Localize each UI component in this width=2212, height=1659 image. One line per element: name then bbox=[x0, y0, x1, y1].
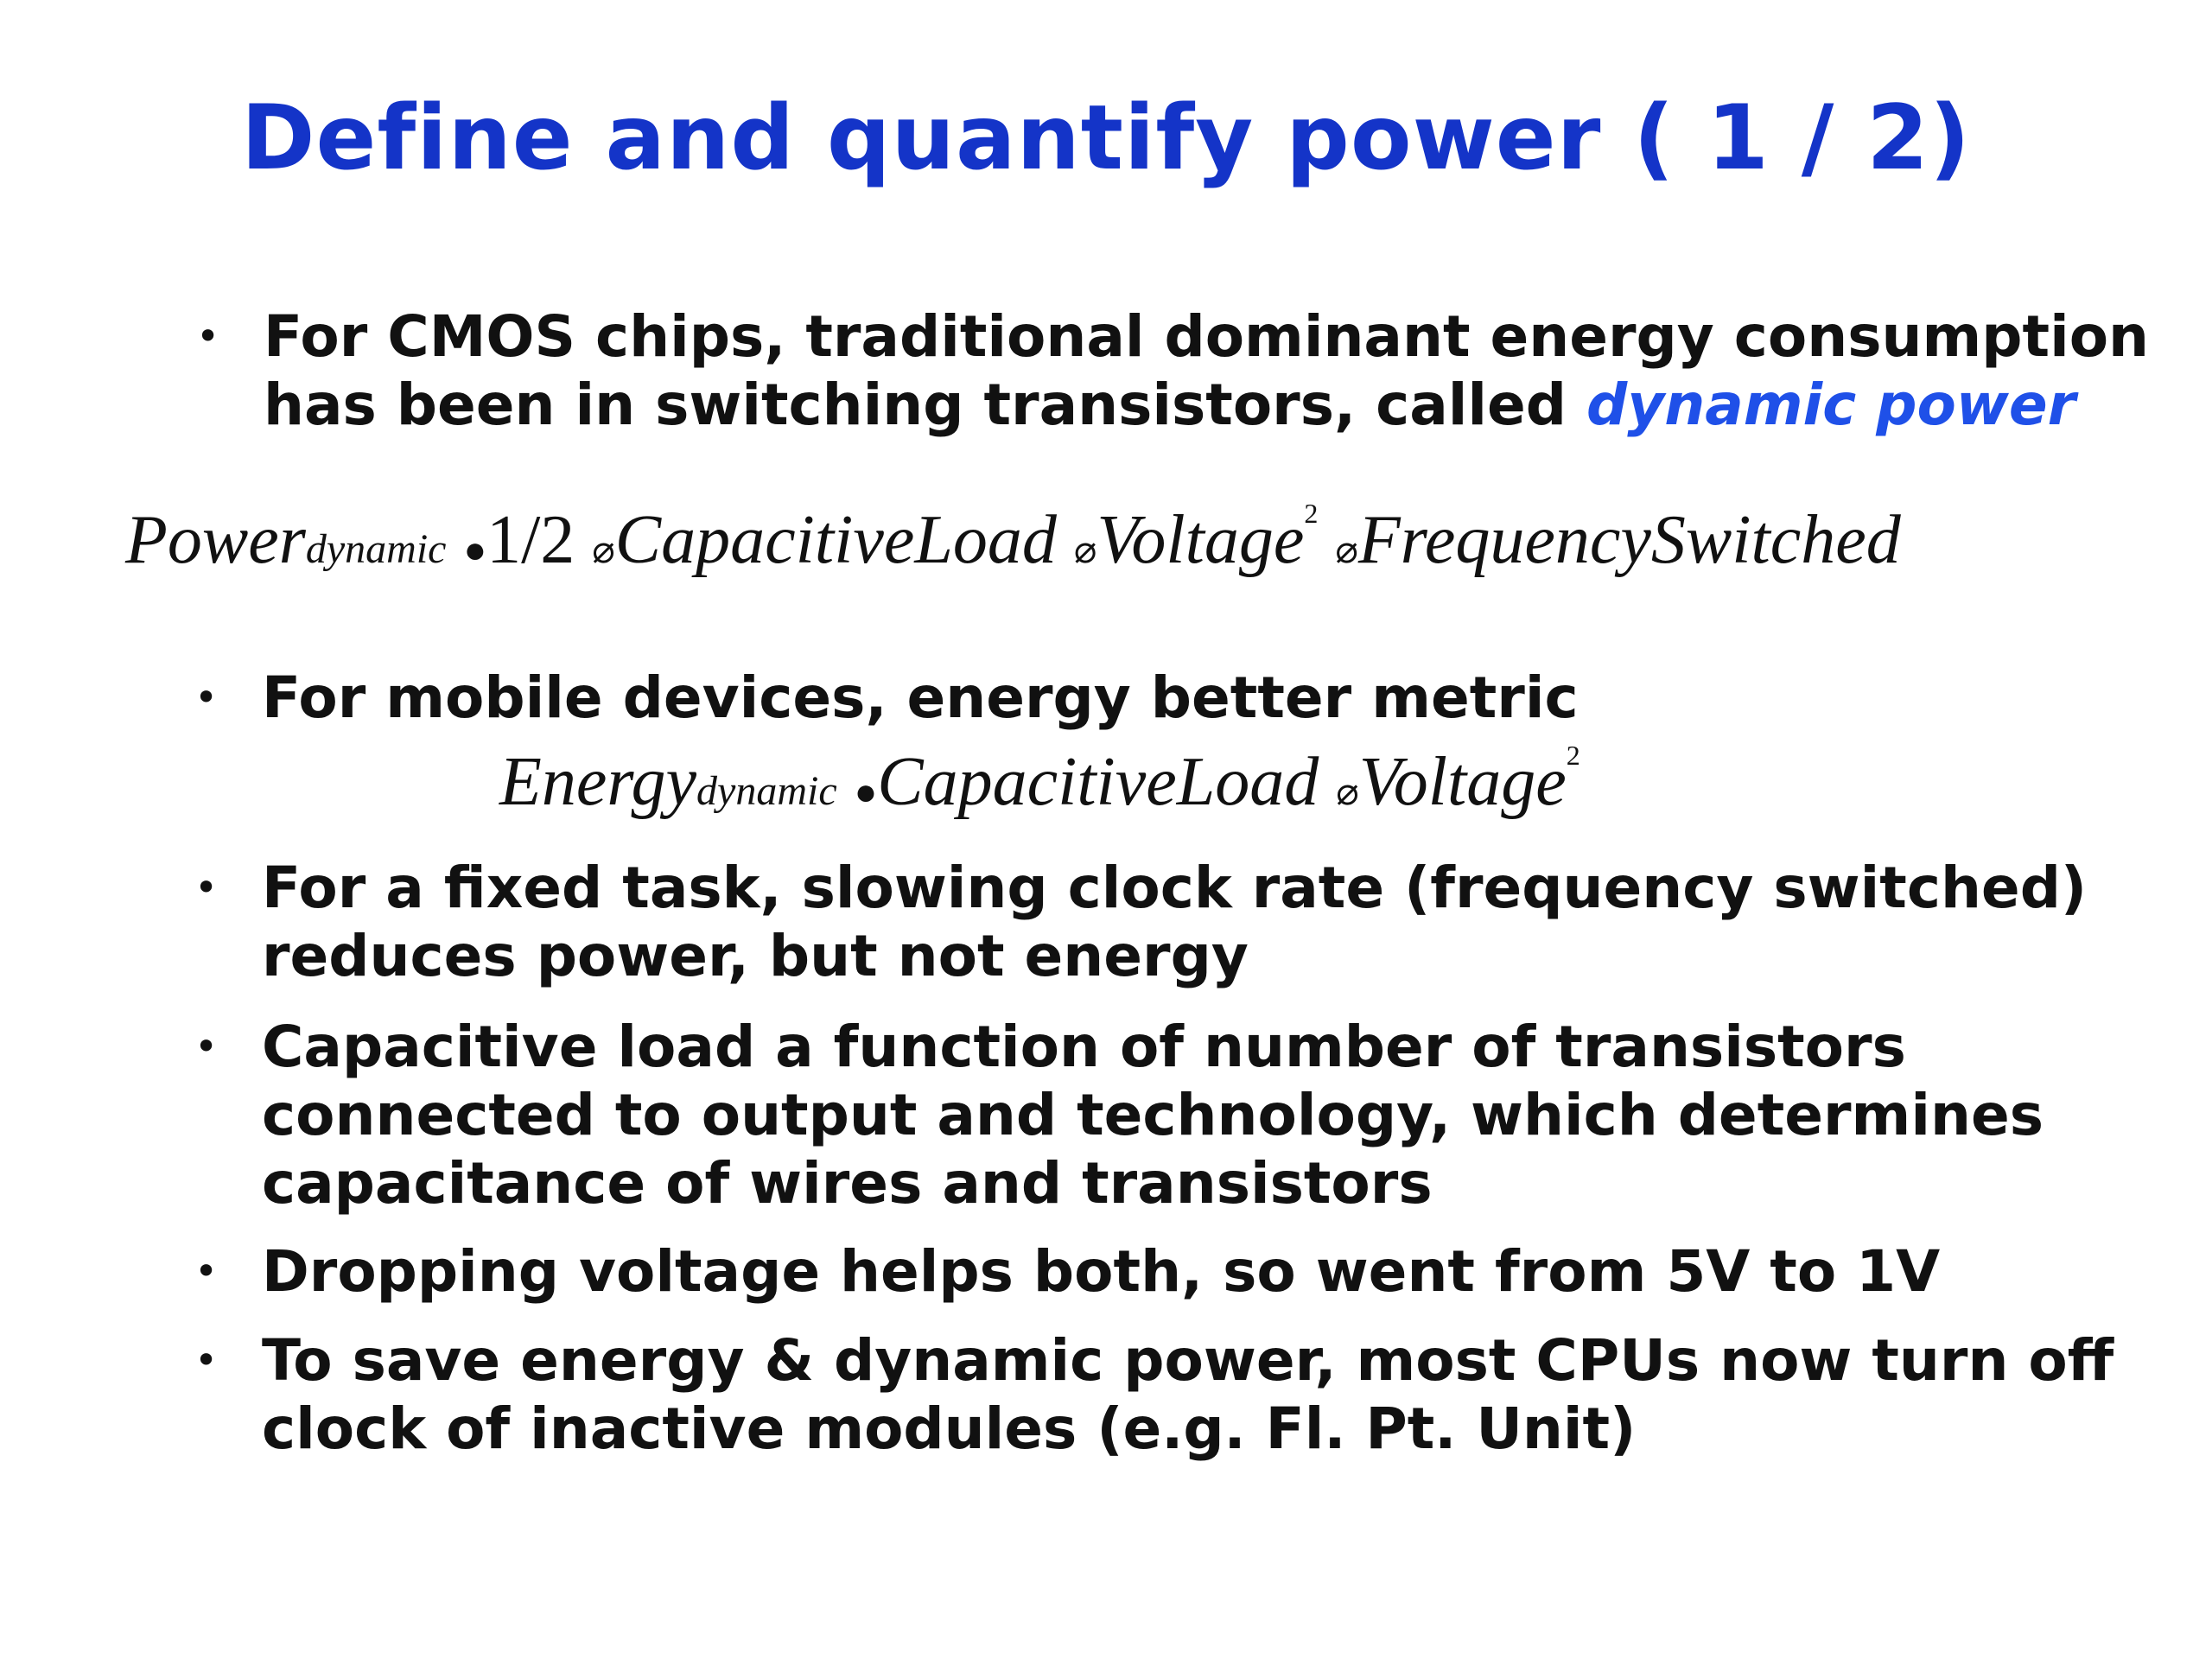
bullet-text: has been in switching transistors, called bbox=[264, 372, 1586, 438]
bullet-dot: • bbox=[196, 313, 220, 359]
bullet-mobile bbox=[194, 664, 1579, 732]
bullet-dot: • bbox=[194, 1337, 219, 1383]
bullet-text-line: Capacitive load a function of number of transistors bbox=[262, 1014, 1906, 1080]
formula-term: CapacitiveLoad bbox=[877, 744, 1319, 820]
bullet-text-line: capacitance of wires and transistors bbox=[262, 1150, 1433, 1217]
formula-operator: ⌀ bbox=[1336, 771, 1359, 813]
formula-operator: ● bbox=[854, 771, 878, 813]
bullet-text-line: To save energy & dynamic power, most CPUs now turn off bbox=[262, 1327, 2114, 1394]
slide-title: Define and quantify power ( 1 / 2) bbox=[240, 86, 1971, 190]
bullet-dot: • bbox=[194, 1248, 219, 1294]
formula-lhs: Energy bbox=[499, 744, 697, 820]
power-formula bbox=[125, 498, 1901, 580]
formula-exponent: 2 bbox=[1304, 498, 1319, 529]
bullet-cmos bbox=[196, 302, 2150, 439]
formula-subscript: dynamic bbox=[696, 768, 837, 814]
bullet-text-line: For CMOS chips, traditional dominant energy consumption bbox=[264, 303, 2150, 370]
dynamic-power-highlight: dynamic power bbox=[1586, 372, 2076, 438]
bullet-dropping-voltage bbox=[194, 1237, 1941, 1306]
energy-formula bbox=[499, 740, 1580, 822]
bullet-dot: • bbox=[194, 864, 219, 911]
formula-term: Voltage bbox=[1358, 744, 1567, 820]
bullet-text-line: Dropping voltage helps both, so went from 5V to 1V bbox=[262, 1238, 1941, 1305]
formula-lhs: Power bbox=[125, 502, 306, 578]
formula-exponent: 2 bbox=[1566, 740, 1580, 771]
formula-term: FrequencySwitched bbox=[1357, 502, 1901, 578]
formula-operator: ⌀ bbox=[592, 529, 615, 571]
bullet-dot: • bbox=[194, 674, 219, 721]
formula-operator: ● bbox=[463, 529, 487, 571]
formula-term: CapacitiveLoad bbox=[614, 502, 1057, 578]
bullet-text-line: For mobile devices, energy better metric bbox=[262, 664, 1579, 731]
bullet-fixed-task bbox=[194, 854, 2088, 990]
bullet-save-energy bbox=[194, 1326, 2114, 1463]
bullet-capacitive-load bbox=[194, 1013, 2044, 1217]
formula-term: Voltage bbox=[1096, 502, 1305, 578]
bullet-text-line: connected to output and technology, which determines bbox=[262, 1082, 2044, 1148]
formula-operator: ⌀ bbox=[1073, 529, 1097, 571]
bullet-text-line: clock of inactive modules (e.g. Fl. Pt. Unit) bbox=[262, 1395, 1637, 1462]
bullet-dot: • bbox=[194, 1023, 219, 1070]
formula-coefficient: 1/2 bbox=[486, 502, 575, 578]
bullet-text-line bbox=[264, 371, 2149, 439]
formula-operator: ⌀ bbox=[1335, 529, 1358, 571]
bullet-text-line: For a fixed task, slowing clock rate (frequency switched) bbox=[262, 855, 2088, 921]
formula-subscript: dynamic bbox=[305, 526, 447, 572]
bullet-text-line: reduces power, but not energy bbox=[262, 923, 1249, 989]
